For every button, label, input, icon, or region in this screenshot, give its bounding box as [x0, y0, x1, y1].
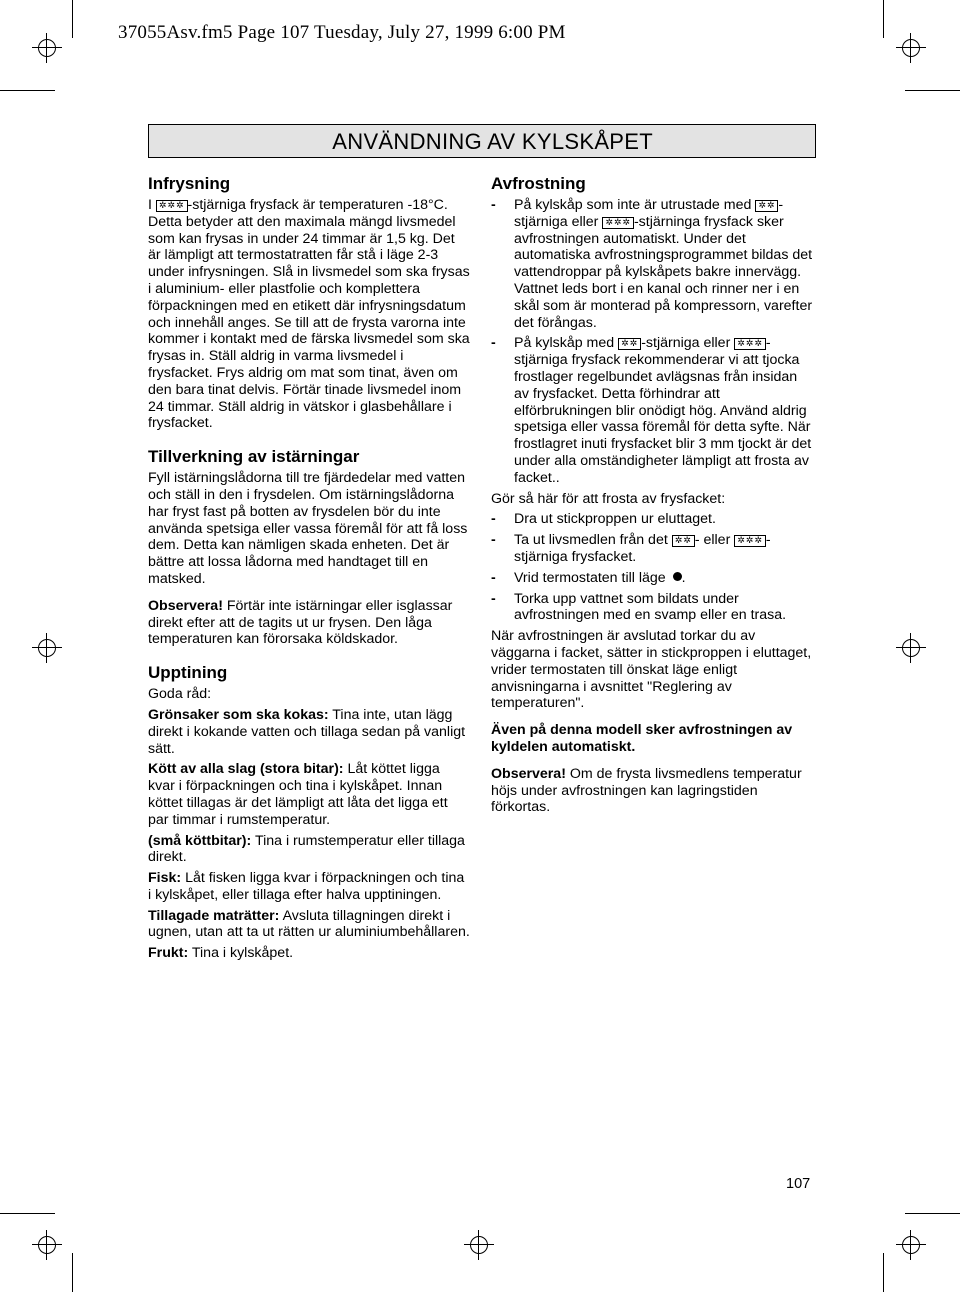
step-item: - Dra ut stickproppen ur eluttaget.: [491, 511, 716, 528]
section-heading-avfrostning: Avfrostning: [491, 174, 586, 193]
page-number: 107: [786, 1176, 811, 1192]
tip-item: Frukt: Tina i kylskåpet.: [148, 945, 294, 962]
infrysning-paragraph: I ✲✲✲ -stjärniga frysfack är temperaturen -18°C. Detta betyder att den maximala mängd livsmedel som kan frysas in under 24 timmar är 1,5 kg. Det är lämpligt att termostatratten får stå i läge 2-3 under infrysningen. Slå in livsmedel som ska frysas i aluminium- eller plastfolie och komplettera förpackningen med en etikett där infrysningsdatum och innehåll anges. Se till att de frysta varorna inte kommer i kontakt med de färska livsmedel som ska frysas in. Ställ aldrig in varma livsmedel i frysfacket. Frys aldrig om mat som tinat, även om den bara tinat delvis. Förtär tinade livsmedel inom 24 timmar. Ställ aldrig in vätskor i glasbehållare i frysfacket.: [148, 197, 470, 432]
left-column: [148, 174, 470, 962]
running-head: 37055Asv.fm5 Page 107 Tuesday, July 27, 1999 6:00 PM: [118, 22, 566, 43]
crop-line: [883, 0, 884, 38]
tip-item: Kött av alla slag (stora bitar): Låt köttet ligga kvar i förpackningen och tina i kylskåpet. Innan köttet tillagas är det lämpligt att låta det ligga ett par timmar i rumstemperatur.: [148, 761, 448, 828]
section-heading-infrysning: Infrysning: [148, 174, 231, 193]
three-star-icon: ✲✲✲: [602, 217, 634, 229]
crop-line: [905, 1213, 960, 1214]
three-star-icon: ✲✲✲: [156, 200, 188, 212]
step-item: - Ta ut livsmedlen från det ✲✲ - eller ✲✲✲ -stjärniga frysfacket.: [491, 532, 771, 565]
step-item: - Torka upp vattnet som bildats under avfrostningen med en svamp eller en trasa.: [491, 590, 787, 624]
registration-mark-icon: [896, 33, 926, 63]
crop-line: [72, 1253, 73, 1292]
tip-item: Grönsaker som ska kokas: Tina inte, utan lägg direkt i kokande vatten och tillaga sedan på vanligt sätt.: [148, 706, 466, 757]
registration-mark-icon: [32, 633, 62, 663]
crop-line: [883, 1253, 884, 1292]
tip-item: (små köttbitar): Tina i rumstemperatur eller tillaga direkt.: [148, 832, 465, 866]
crop-line: [0, 1213, 55, 1214]
defrost-note: Observera! Om de frysta livsmedlens temperatur höjs under avfrostningen kan lagringstiden förkortas.: [491, 765, 802, 816]
bold-note: Även på denna modell sker avfrostningen av kyldelen automatiskt.: [491, 722, 793, 755]
two-star-icon: ✲✲: [755, 200, 778, 212]
registration-mark-icon: [32, 33, 62, 63]
filled-dot-icon: [673, 572, 682, 581]
isterningar-paragraph: Fyll istärningslådorna till tre fjärdedelar med vatten och ställ in den i frysdelen. Om istärningslådorna har fryst fast på botten av frysdelen bör du inte använda spetsiga eller vassa föremål för att få loss dem. Detta kan nämligen skada enheten. Det är bättre att lossa lådorna med handtaget till en matsked.: [148, 470, 468, 587]
note-label: Observera!: [148, 597, 223, 614]
section-heading-isterningar: Tillverkning av istärningar: [148, 447, 360, 467]
upptining-intro: Goda råd:: [148, 686, 212, 703]
crop-line: [905, 90, 960, 91]
registration-mark-icon: [896, 1230, 926, 1260]
isterningar-note: Observera! Förtär inte istärningar eller isglassar direkt efter att de tagits ut ur frysen. Den låga temperaturen kan förorsaka köldskador.: [148, 597, 453, 648]
page-title: ANVÄNDNING AV KYLSKÅPET: [332, 129, 653, 154]
tip-item: Tillagade maträtter: Avsluta tillagningen direkt i ugnen, utan att ta ut rätten ur aluminiumbehållaren.: [148, 907, 470, 941]
crop-line: [72, 0, 73, 38]
step-item: - Vrid termostaten till läge .: [491, 569, 686, 586]
three-star-icon: ✲✲✲: [734, 338, 766, 350]
section-heading-upptining: Upptining: [148, 663, 228, 683]
three-star-icon: ✲✲✲: [734, 535, 766, 547]
right-column: [491, 174, 814, 816]
crop-line: [0, 90, 55, 91]
registration-mark-icon: [464, 1230, 494, 1260]
tip-item: Fisk: Låt fisken ligga kvar i förpackningen och tina i kylskåpet, eller tillaga efter halva upptiningen.: [148, 870, 465, 903]
registration-mark-icon: [896, 633, 926, 663]
note-label: Observera!: [491, 765, 566, 782]
registration-mark-icon: [32, 1230, 62, 1260]
two-star-icon: ✲✲: [618, 338, 641, 350]
after-defrost-paragraph: När avfrostningen är avslutad torkar du av väggarna i facket, sätter in stickproppen i eluttaget, vrider termostaten till önskat läge enligt anvisningarna i avsnittet "Reglering av temperaturen".: [491, 628, 812, 712]
list-item: - På kylskåp som inte är utrustade med ✲✲ -stjärniga eller ✲✲✲ -stjärninga frysfack sker avfrostningen automatiskt. Under det automatiska avfrostningsprogrammet bildas det vattendroppar på kylskåpets bakre innervägg. Vattnet leds bort i en kanal och rinner ner i en skål som är monterad på kompressorn, varefter det förångas.: [491, 197, 813, 331]
steps-intro: Gör så här för att frosta av frysfacket:: [491, 490, 726, 507]
list-item: - På kylskåp med ✲✲ -stjärniga eller ✲✲✲ -stjärniga frysfack rekommenderar vi att tjocka frostlager regelbundet avlägsnas från insidan av frysfacket. Detta förhindrar att elförbrukningen blir onödigt hög. Använd aldrig spetsiga eller vassa föremål för detta syfte. När frostlagret inuti frysfacket blir 3 mm tjockt är det under alla omständigheter lämpligt att frosta av facket..: [491, 335, 812, 486]
page-title-bar: [148, 124, 816, 158]
two-star-icon: ✲✲: [672, 535, 695, 547]
